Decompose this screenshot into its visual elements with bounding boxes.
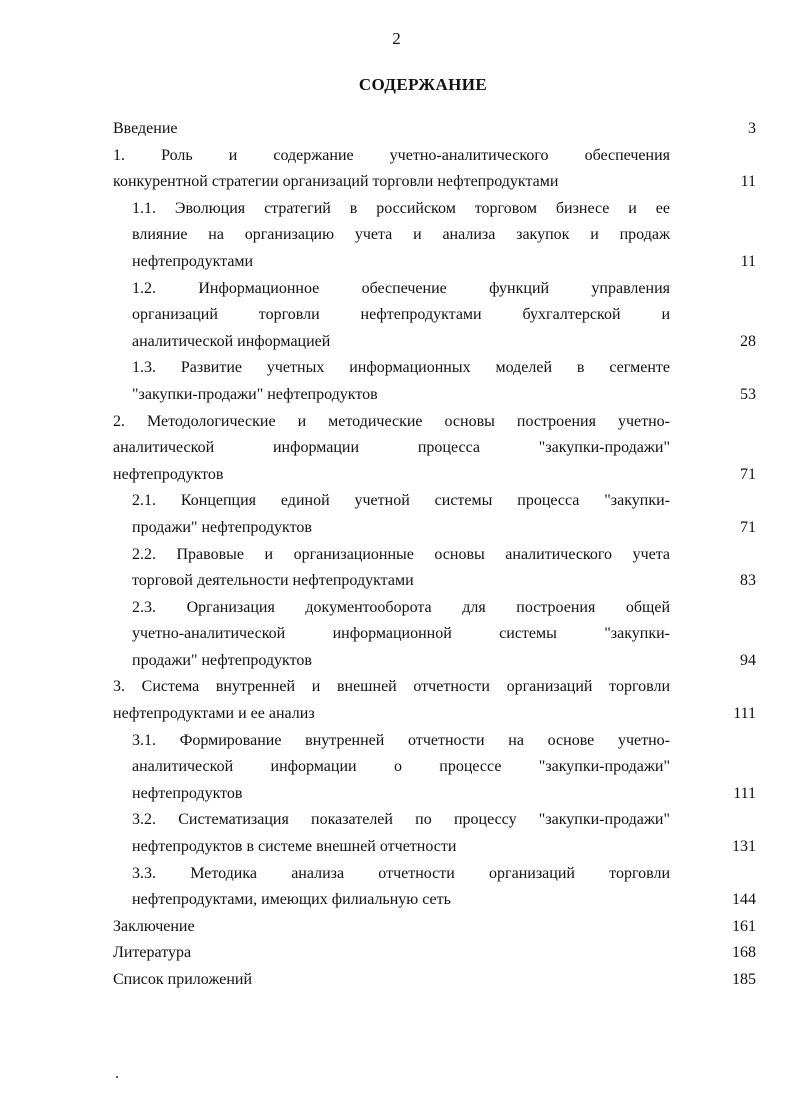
toc-entry <box>113 143 756 196</box>
toc-entry <box>113 116 756 143</box>
toc-entry-line: нефтепродуктами, имеющих филиальную сеть <box>132 891 451 909</box>
toc-entry-title <box>113 967 670 994</box>
toc-entry-title <box>132 276 670 356</box>
toc-entry-page: 11 <box>740 173 756 191</box>
toc-entry-page: 161 <box>732 917 756 935</box>
toc-entry-page: 131 <box>732 838 756 856</box>
toc-entry-page: 11 <box>740 252 756 270</box>
toc-entry-page: 3 <box>748 120 756 137</box>
toc-entry-line: аналитической информацией <box>132 332 331 350</box>
toc-entry-title <box>132 542 670 595</box>
toc-entry-page: 94 <box>740 651 756 669</box>
toc-entry-page: 53 <box>740 385 756 403</box>
toc-entry-title <box>113 143 670 196</box>
toc-entry-line: учетно-аналитической информационной системы "закупки- <box>132 625 670 643</box>
toc-entry-title <box>132 807 670 860</box>
toc-entry-line: продажи" нефтепродуктов <box>132 518 312 536</box>
toc-entry-line: нефтепродуктов <box>132 784 243 802</box>
table-of-contents <box>113 116 756 994</box>
toc-entry-title <box>113 116 670 143</box>
toc-entry-line: нефтепродуктами <box>132 252 254 270</box>
toc-entry-line: 1. Роль и содержание учетно-аналитического обеспечения <box>113 146 670 164</box>
toc-entry-title <box>113 914 670 941</box>
toc-entry-title <box>132 355 670 408</box>
toc-entry-page: 168 <box>732 944 756 962</box>
toc-entry-line: Список приложений <box>113 971 253 988</box>
toc-entry <box>113 940 756 967</box>
toc-entry-line: "закупки-продажи" нефтепродуктов <box>132 385 378 403</box>
toc-entry-page: 111 <box>733 705 756 723</box>
toc-entry <box>113 409 756 489</box>
toc-entry-line: нефтепродуктами и ее анализ <box>113 705 315 723</box>
toc-entry <box>113 674 756 727</box>
toc-entry-page: 71 <box>740 518 756 536</box>
toc-entry <box>113 488 756 541</box>
toc-entry-line: 1.3. Развитие учетных информационных моделей в сегменте <box>132 359 670 377</box>
toc-entry-line: аналитической информации о процессе "закупки-продажи" <box>132 758 670 776</box>
toc-entry <box>113 276 756 356</box>
toc-entry-title <box>132 196 670 276</box>
toc-entry-title <box>113 940 670 967</box>
toc-entry-line: 3.2. Систематизация показателей по процессу "закупки-продажи" <box>132 811 670 829</box>
toc-entry-line: конкурентной стратегии организаций торговли нефтепродуктами <box>113 173 559 191</box>
toc-entry-title <box>132 595 670 675</box>
toc-entry <box>113 542 756 595</box>
toc-entry-line: 2.2. Правовые и организационные основы аналитического учета <box>132 545 670 563</box>
scan-speck <box>116 1076 118 1078</box>
toc-entry <box>113 728 756 808</box>
toc-entry-line: продажи" нефтепродуктов <box>132 651 312 669</box>
toc-entry-line: 2. Методологические и методические основы построения учетно- <box>113 412 670 430</box>
toc-entry-line: 3.3. Методика анализа отчетности организаций торговли <box>132 864 670 882</box>
toc-entry-line: аналитической информации процесса "закупки-продажи" <box>113 439 670 457</box>
toc-entry-line: Введение <box>113 120 178 137</box>
toc-entry-line: нефтепродуктов в системе внешней отчетности <box>132 838 457 856</box>
toc-entry-line: организаций торговли нефтепродуктами бухгалтерской и <box>132 306 670 324</box>
page-title: СОДЕРЖАНИЕ <box>358 75 488 94</box>
toc-entry-line: 1.2. Информационное обеспечение функций управления <box>132 279 670 297</box>
toc-entry <box>113 914 756 941</box>
toc-entry-line: 3.1. Формирование внутренней отчетности на основе учетно- <box>132 731 670 749</box>
toc-entry <box>113 967 756 994</box>
toc-entry-line: торговой деятельности нефтепродуктами <box>132 572 414 590</box>
toc-entry-page: 144 <box>732 891 756 909</box>
toc-entry-line: 1.1. Эволюция стратегий в российском торговом бизнесе и ее <box>132 199 670 217</box>
toc-entry-page: 111 <box>733 784 756 802</box>
page-number: 2 <box>392 29 401 48</box>
toc-entry-page: 83 <box>740 572 756 590</box>
toc-entry <box>113 807 756 860</box>
toc-entry <box>113 355 756 408</box>
toc-entry <box>113 196 756 276</box>
toc-entry-line: нефтепродуктов <box>113 465 224 483</box>
toc-entry-title <box>132 488 670 541</box>
toc-entry-page: 185 <box>732 971 756 988</box>
toc-entry-line: влияние на организацию учета и анализа закупок и продаж <box>132 226 670 244</box>
toc-entry-title <box>113 674 670 727</box>
toc-entry-line: 2.3. Организация документооборота для построения общей <box>132 598 670 616</box>
toc-entry <box>113 861 756 914</box>
toc-entry <box>113 595 756 675</box>
toc-entry-page: 28 <box>740 332 756 350</box>
toc-entry-title <box>132 728 670 808</box>
toc-entry-title <box>132 861 670 914</box>
toc-entry-line: 2.1. Концепция единой учетной системы процесса "закупки- <box>132 492 670 510</box>
toc-entry-line: Заключение <box>113 917 195 935</box>
toc-entry-line: 3. Система внутренней и внешней отчетности организаций торговли <box>113 678 670 696</box>
toc-entry-line: Литература <box>113 944 192 962</box>
toc-entry-page: 71 <box>740 465 756 483</box>
toc-entry-title <box>113 409 670 489</box>
